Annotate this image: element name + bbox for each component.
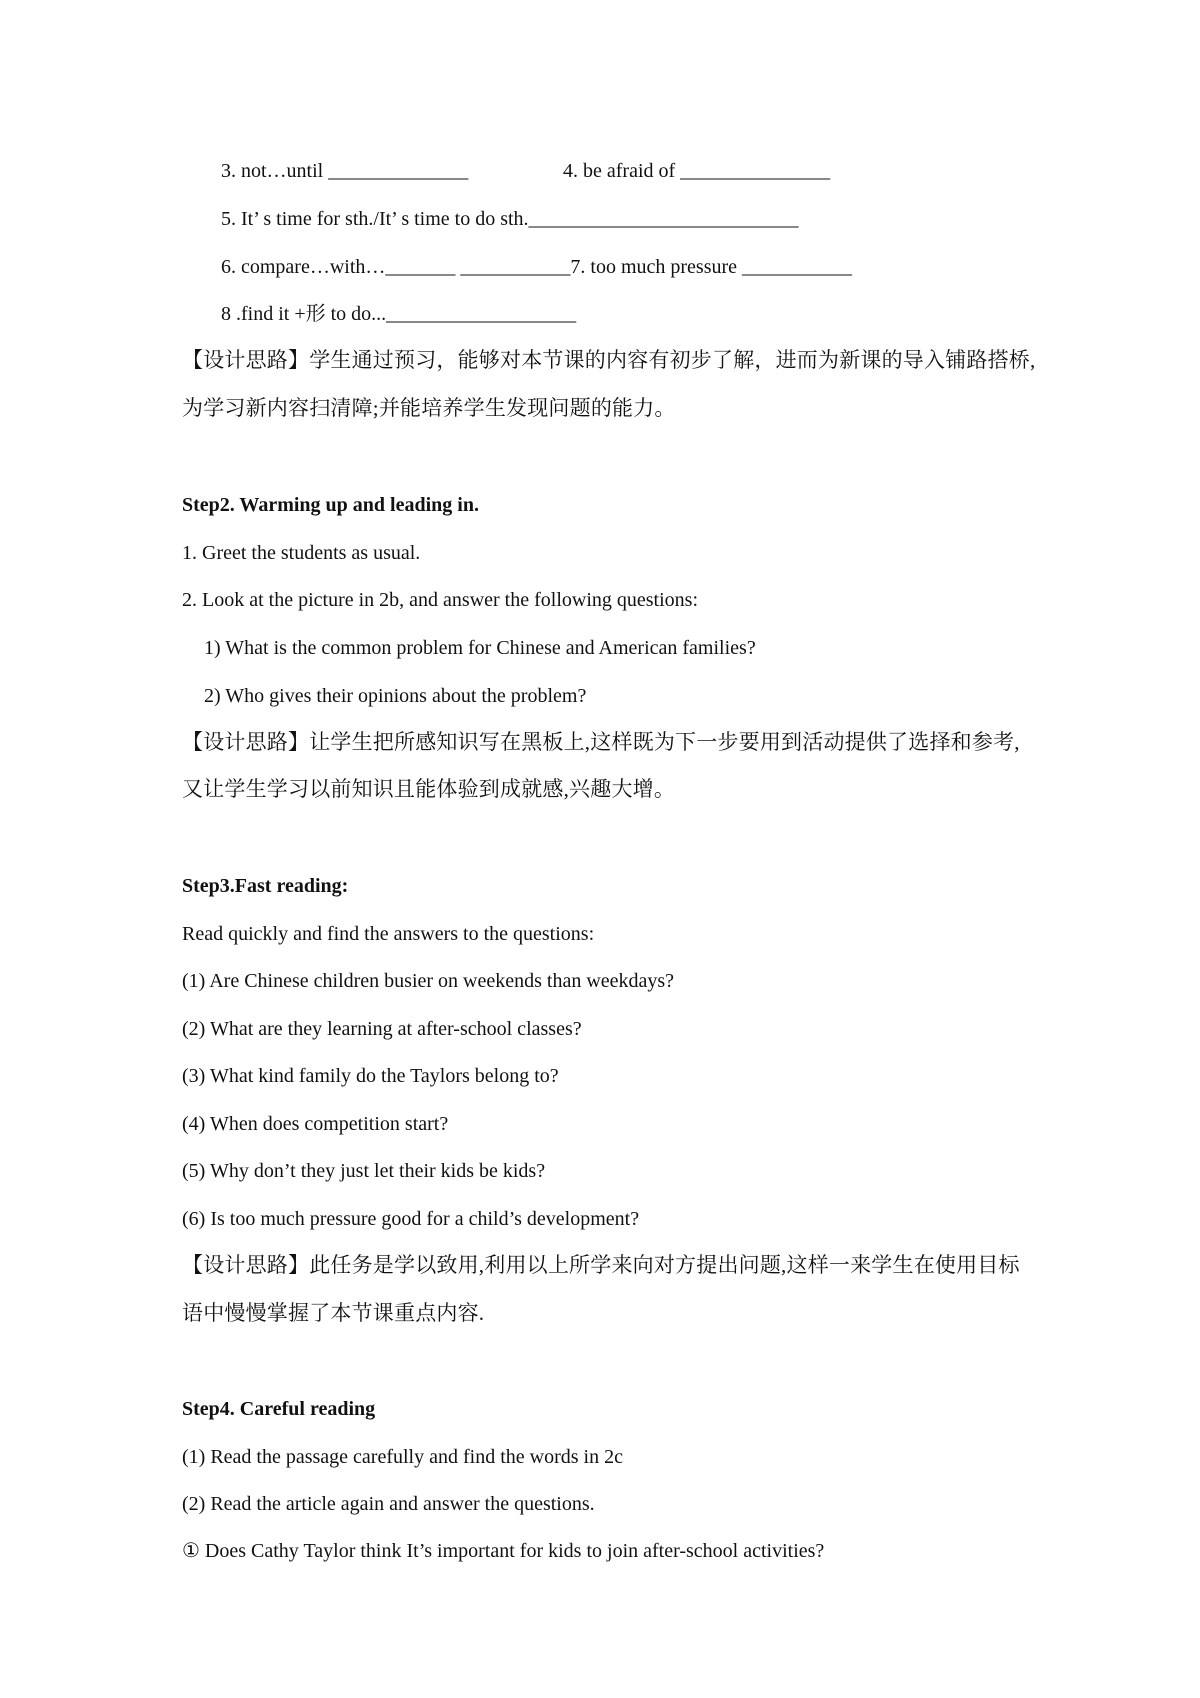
step3-question-5: (5) Why don’t they just let their kids be kids? [182,1160,546,1182]
step3-question-6: (6) Is too much pressure good for a child’s development? [182,1208,640,1230]
design-note-1-line-1: 【设计思路】学生通过预习，能够对本节课的内容有初步了解，进而为新课的导入铺路搭桥, [182,348,1036,372]
design-note-1-line-2: 为学习新内容扫清障;并能培养学生发现问题的能力。 [182,396,676,420]
step2-item-1: 1. Greet the students as usual. [182,542,421,564]
step3-heading: Step3.Fast reading: [182,875,349,897]
step2-heading: Step2. Warming up and leading in. [182,494,479,516]
step2-question-1: 1) What is the common problem for Chinese and American families? [204,637,756,659]
step3-question-4: (4) When does competition start? [182,1113,449,1135]
step2-design-note-line-1: 【设计思路】让学生把所感知识写在黑板上,这样既为下一步要用到活动提供了选择和参考, [182,730,1020,754]
step3-intro: Read quickly and find the answers to the questions: [182,923,595,945]
vocab-item-6-7: 6. compare…with…_______ ___________7. too much pressure ___________ [221,256,853,278]
step2-design-note-line-2: 又让学生学习以前知识且能体验到成就感,兴趣大增。 [182,777,676,801]
step3-design-note-line-2: 语中慢慢掌握了本节课重点内容. [182,1301,485,1325]
step4-item-3: ① Does Cathy Taylor think It’s important for kids to join after-school activities? [182,1540,825,1562]
step4-item-1: (1) Read the passage carefully and find the words in 2c [182,1446,623,1468]
step3-question-2: (2) What are they learning at after-school classes? [182,1018,582,1040]
step2-item-2: 2. Look at the picture in 2b, and answer the following questions: [182,589,699,611]
vocab-item-5: 5. It’ s time for sth./It’ s time to do sth.___________________________ [221,208,799,230]
step3-question-3: (3) What kind family do the Taylors belong to? [182,1065,559,1087]
step4-heading: Step4. Careful reading [182,1398,376,1420]
vocab-item-3: 3. not…until ______________ [221,160,469,182]
step4-item-2: (2) Read the article again and answer the questions. [182,1493,595,1515]
step3-question-1: (1) Are Chinese children busier on weekends than weekdays? [182,970,675,992]
vocab-item-4: 4. be afraid of _______________ [563,160,831,182]
step3-design-note-line-1: 【设计思路】此任务是学以致用,利用以上所学来向对方提出问题,这样一来学生在使用目标 [182,1253,1020,1277]
step2-question-2: 2) Who gives their opinions about the problem? [204,685,587,707]
vocab-item-8: 8 .find it +形 to do...___________________ [221,303,577,325]
